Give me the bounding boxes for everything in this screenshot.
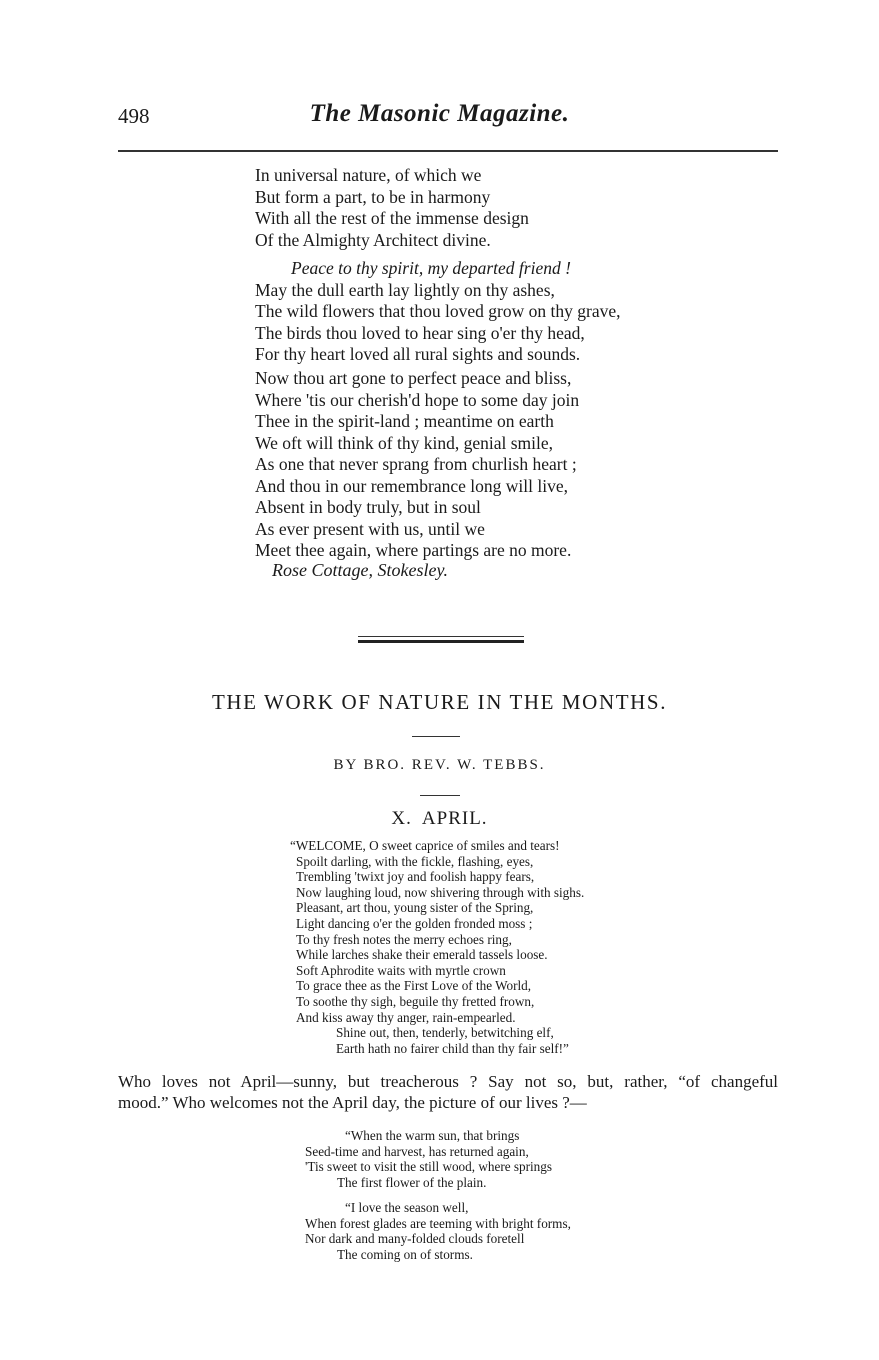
poem-line: May the dull earth lay lightly on thy ashes, xyxy=(255,279,555,300)
page-number: 498 xyxy=(118,104,150,128)
poem-line: Peace to thy spirit, my departed friend ! xyxy=(291,258,571,278)
verse-line: The coming on of storms. xyxy=(337,1246,473,1262)
verse-line: When forest glades are teeming with bright forms, xyxy=(305,1215,571,1231)
poem-line: Meet thee again, where partings are no more. xyxy=(255,540,572,560)
article-title: THE WORK OF NATURE IN THE MONTHS. xyxy=(211,690,668,714)
epigraph-line: Trembling 'twixt joy and foolish happy fears, xyxy=(296,869,535,885)
poem-line: But form a part, to be in harmony xyxy=(255,186,491,207)
verse-line: “When the warm sun, that brings xyxy=(345,1128,520,1143)
poem-line: Now thou art gone to perfect peace and bliss, xyxy=(255,368,572,388)
short-rule xyxy=(420,795,460,796)
poem-stanza xyxy=(255,258,620,366)
poem-line: As one that never sprang from churlish heart ; xyxy=(255,454,577,474)
verse-stanza xyxy=(305,1200,571,1262)
epigraph-line: And kiss away thy anger, rain-empearled. xyxy=(296,1009,516,1025)
verse-line: The first flower of the plain. xyxy=(337,1174,487,1190)
epigraph-line xyxy=(290,838,584,854)
epigraph-line: To thy fresh notes the merry echoes ring, xyxy=(296,931,512,947)
poem-line: Of the Almighty Architect divine. xyxy=(255,229,491,250)
epigraph-line: Pleasant, art thou, young sister of the Spring, xyxy=(296,900,534,916)
poem-line: The birds thou loved to hear sing o'er thy head, xyxy=(255,322,585,343)
paragraph-line: Who loves not April—sunny, but treacherous ? Say not so, but, rather, “of changeful xyxy=(118,1072,778,1091)
poem-stanza xyxy=(255,165,529,251)
header-rule xyxy=(118,150,778,152)
epigraph-line: Shine out, then, tenderly, betwitching elf, xyxy=(336,1025,554,1041)
divider-rule xyxy=(358,640,524,643)
epigraph-line: To grace thee as the First Love of the World, xyxy=(296,978,532,994)
poem-line: The wild flowers that thou loved grow on thy grave, xyxy=(255,301,621,321)
poem-line: With all the rest of the immense design xyxy=(255,208,529,228)
epigraph-line: Earth hath no fairer child than thy fair self!” xyxy=(336,1040,569,1056)
verse-line: 'Tis sweet to visit the still wood, where springs xyxy=(305,1159,552,1175)
verse-line: Nor dark and many-folded clouds foretell xyxy=(305,1231,525,1247)
poem-line: For thy heart loved all rural sights and sounds. xyxy=(255,344,581,364)
byline: BY BRO. REV. W. TEBBS. xyxy=(333,757,546,773)
poem-line: And thou in our remembrance long will live, xyxy=(255,475,568,496)
poem-stanza xyxy=(255,368,579,562)
epigraph-first-word: WELCOME, xyxy=(295,838,366,853)
verse-line: Seed-time and harvest, has returned again, xyxy=(305,1143,529,1159)
poem-line: Absent in body truly, but in soul xyxy=(255,497,481,517)
body-paragraph xyxy=(118,1072,778,1113)
epigraph-line: Now laughing loud, now shivering through with sighs. xyxy=(296,884,585,900)
poem-line: As ever present with us, until we xyxy=(255,518,485,539)
divider-rule xyxy=(358,636,524,637)
epigraph-line: To soothe thy sigh, beguile thy fretted frown, xyxy=(296,993,535,1009)
month-number: X. xyxy=(391,808,412,829)
epigraph-line: Spoilt darling, with the fickle, flashing, eyes, xyxy=(296,853,534,869)
epigraph-first-rest: O sweet caprice of smiles and tears! xyxy=(365,838,560,853)
month-heading xyxy=(0,808,879,830)
poem-line: In universal nature, of which we xyxy=(255,165,482,185)
epigraph-poem xyxy=(290,838,584,1056)
month-name: APRIL. xyxy=(421,808,488,829)
paragraph-line: mood.” Who welcomes not the April day, the picture of our lives ?— xyxy=(118,1092,587,1112)
running-head: The Masonic Magazine. xyxy=(309,100,570,127)
poem-line: Where 'tis our cherish'd hope to some day join xyxy=(255,389,580,410)
short-rule xyxy=(412,736,460,737)
poem-line: Thee in the spirit-land ; meantime on earth xyxy=(255,411,554,431)
poem-signature: Rose Cottage, Stokesley. xyxy=(272,560,448,580)
epigraph-line: Light dancing o'er the golden fronded moss ; xyxy=(296,915,533,931)
epigraph-line: While larches shake their emerald tassels loose. xyxy=(296,947,548,963)
verse-stanza xyxy=(305,1128,552,1190)
section-divider xyxy=(358,636,524,646)
open-quote: “ xyxy=(290,838,296,853)
poem-line: We oft will think of thy kind, genial smile, xyxy=(255,432,553,453)
verse-line: “I love the season well, xyxy=(345,1200,469,1215)
epigraph-line: Soft Aphrodite waits with myrtle crown xyxy=(296,962,506,978)
